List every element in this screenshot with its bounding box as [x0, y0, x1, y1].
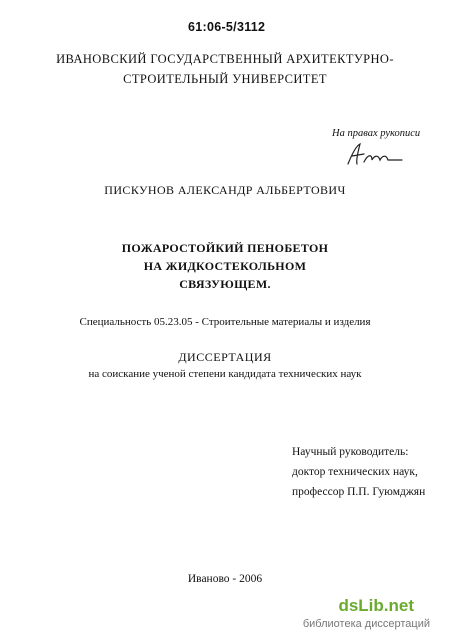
author-name: ПИСКУНОВ АЛЕКСАНДР АЛЬБЕРТОВИЧ [104, 183, 346, 197]
dissertation-label: ДИССЕРТАЦИЯ [178, 350, 272, 364]
supervisor-degree: доктор технических наук, [292, 466, 418, 478]
supervisor-heading: Научный руководитель: [292, 446, 409, 458]
specialty-line: Специальность 05.23.05 - Строительные материалы и изделия [79, 316, 371, 328]
university-name-line2: СТРОИТЕЛЬНЫЙ УНИВЕРСИТЕТ [123, 72, 327, 86]
dissertation-title-line1: ПОЖАРОСТОЙКИЙ ПЕНОБЕТОН [121, 241, 329, 255]
watermark-logo: dsLib.net [338, 596, 414, 615]
handwritten-signature [344, 140, 406, 168]
supervisor-name: профессор П.П. Гуюмджян [292, 486, 426, 498]
catalog-code: 61:06-5/3112 [188, 20, 266, 34]
university-name-line1: ИВАНОВСКИЙ ГОСУДАРСТВЕННЫЙ АРХИТЕКТУРНО- [56, 52, 394, 66]
dissertation-title-line3: СВЯЗУЮЩЕМ. [179, 277, 271, 291]
city-year: Иваново - 2006 [187, 573, 263, 585]
manuscript-rights-note: На правах рукописи [332, 128, 421, 139]
dissertation-title-line2: НА ЖИДКОСТЕКОЛЬНОМ [143, 259, 307, 273]
watermark-subtitle: библиотека диссертаций [302, 618, 430, 630]
degree-line: на соискание ученой степени кандидата технических наук [88, 368, 362, 380]
